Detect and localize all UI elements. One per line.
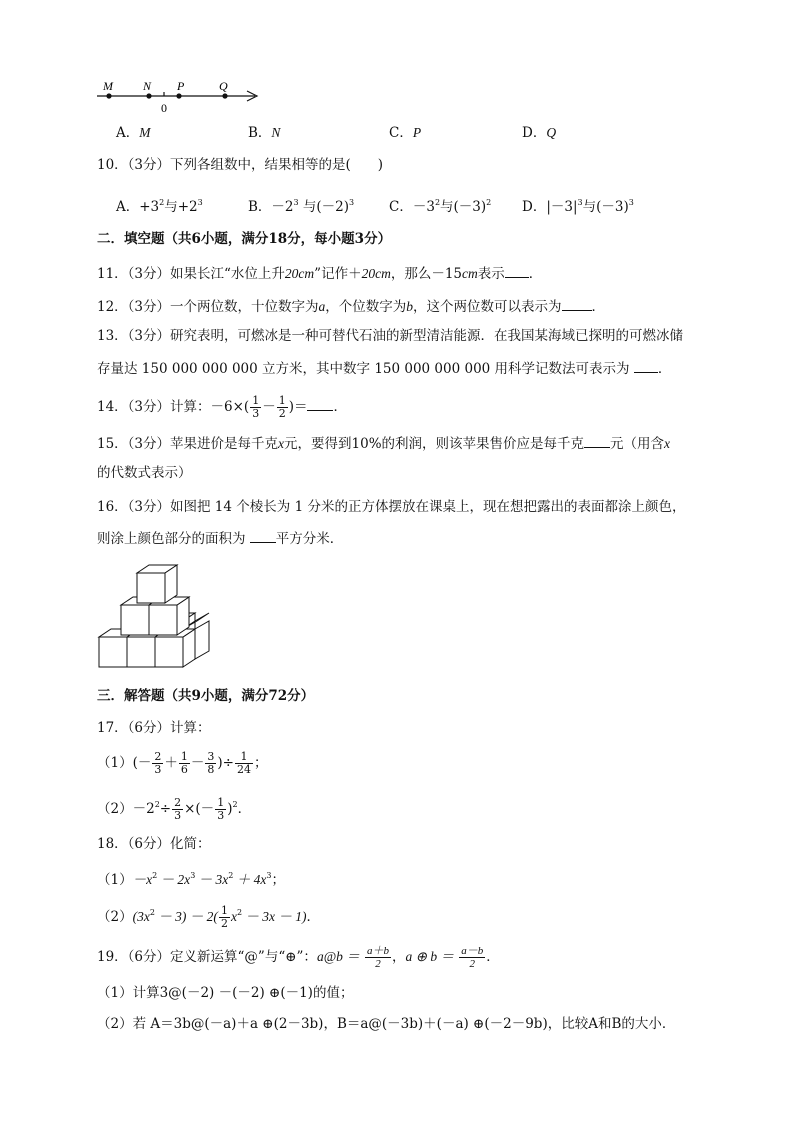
q17-p1-frac-2: $\frac{1}{6}$ (180, 750, 188, 776)
q17-p1-frac-1: $\frac{2}{3}$ (154, 750, 162, 776)
q13-line-1: 13．（3分）研究表明，可燃冰是一种可替代石油的新型清洁能源．在我国某海域已探明的可燃冰储 (97, 328, 684, 344)
q11: 11．（3分）如果长江“水位上升20cm”记作＋20cm，那么－15cm表示 ． (97, 263, 542, 284)
label-origin: 0 (161, 101, 167, 115)
q14: 14．（3分）计算：－6×( $\frac{1}{3}$ － $\frac{1}{2}$ )＝ ． (97, 394, 347, 420)
number-line-svg (97, 78, 267, 118)
q9-option-b: B．N (248, 125, 281, 141)
q17-part-1: （1）(－ $\frac{2}{3}$ ＋ $\frac{1}{6}$ － $\frac{3}{8}$ )÷ $\frac{1}{24}$ ； (97, 750, 268, 776)
q19-part-1: （1）计算3@(－2) －(－2) ⊕(－1)的值； (97, 985, 354, 1001)
q16-answer-blank (250, 528, 276, 543)
q10-option-b: B．$-2^3$ 与$(-2)^3$ (248, 198, 355, 215)
point-n (146, 93, 151, 98)
q9-option-c: C．P (389, 125, 422, 141)
q14-fraction-2: $\frac{1}{2}$ (278, 394, 286, 420)
q14-answer-blank (307, 396, 333, 411)
cube-stack-svg (97, 563, 217, 671)
label-p: P (177, 79, 185, 93)
point-m (106, 93, 111, 98)
cube-bottom-2 (127, 637, 155, 667)
section-3-heading: 三．解答题（共9小题，满分72分） (97, 688, 315, 704)
q17-p1-frac-4: $\frac{1}{24}$ (236, 750, 251, 776)
cube-bottom-1 (99, 637, 127, 667)
q10-option-d: D．$|-3|^3$与$(-3)^3$ (522, 198, 634, 215)
q18-p2-frac: $\frac{1}{2}$ (220, 904, 228, 930)
q18-stem: 18．（6分）化简： (97, 836, 211, 852)
cube-stack-figure (97, 563, 217, 671)
q17-p2-frac-2: $\frac{1}{3}$ (217, 796, 225, 822)
q19-part-2: （2）若 A＝3b@(－a)＋a ⊕(2－3b)，B＝a@(－3b)＋(－a) ⊕(－2－9b)，比较A和B的大小． (97, 1016, 676, 1032)
point-q (222, 93, 227, 98)
q12: 12．（3分）一个两位数，十位数字为a，个位数字为b，这个两位数可以表示为 ． (97, 296, 605, 317)
q15-line-1: 15．（3分）苹果进价是每千克x元，要得到10%的利润，则该苹果售价应是每千克 元（用含x (97, 433, 670, 454)
q17-p1-frac-3: $\frac{3}{8}$ (207, 750, 215, 776)
q17-p2-frac-1: $\frac{2}{3}$ (174, 796, 182, 822)
cube-middle-1 (121, 605, 149, 635)
q19-frac-1: $\frac{a+b}{2}$ (367, 945, 390, 970)
label-q: Q (219, 79, 228, 93)
cube-top (137, 573, 165, 603)
q11-answer-blank (505, 263, 529, 278)
q10-option-c: C．$-3^2$与$(-3)^2$ (389, 198, 492, 215)
q12-answer-blank (562, 296, 592, 311)
q16-line-2: 则涂上颜色部分的面积为 平方分米． (97, 528, 343, 549)
cube-middle-2 (149, 605, 177, 635)
q15-line-2: 的代数式表示） (97, 465, 192, 481)
q10-stem: 10．（3分）下列各组数中，结果相等的是( ) (97, 157, 384, 173)
label-n: N (143, 79, 152, 93)
q10-option-a: A．$+3^2$与$+2^3$ (116, 198, 203, 215)
q14-fraction-1: $\frac{1}{3}$ (252, 394, 260, 420)
q16-line-1: 16．（3分）如图把 14 个棱长为 1 分米的正方体摆放在课桌上，现在想把露出的表面都涂上颜色， (97, 499, 686, 515)
q18-part-1: $(1)-x^2 - 2x^3 - 3x^2 + 4x^3$； (97, 871, 285, 888)
q18-part-2: $(2)(3x^2 - 3) - 2$( $\frac{1}{2}$ $x^2 - 3x - 1$)． (97, 904, 321, 930)
q19-stem: 19．（6分）定义新运算“@”与“⊕”：a@b ＝ $\frac{a+b}{2}$ ，a ⊕ b ＝ $\frac{a-b}{2}$ ． (97, 945, 500, 970)
q13-answer-blank (634, 358, 658, 373)
q9-option-d: D．Q (522, 125, 557, 141)
q15-answer-blank (584, 433, 610, 448)
q17-stem: 17．（6分）计算： (97, 720, 211, 736)
q9-option-a: A．M (116, 125, 151, 141)
q13-line-2: 存量达 150 000 000 000 立方米，其中数字 150 000 000 000 用科学记数法可表示为 ． (97, 358, 671, 379)
cube-far-side (195, 621, 209, 659)
q19-frac-2: $\frac{a-b}{2}$ (461, 945, 484, 970)
point-p (176, 93, 181, 98)
section-2-heading: 二．填空题（共6小题，满分18分，每小题3分） (97, 231, 392, 247)
cube-bottom-3 (155, 637, 183, 667)
q17-part-2: $(2)-2^2\div$ $\frac{2}{3}$ ×(－ $\frac{1}{3}$ )$^2$． (97, 796, 252, 822)
q9-number-line (97, 78, 267, 118)
label-m: M (103, 79, 113, 93)
